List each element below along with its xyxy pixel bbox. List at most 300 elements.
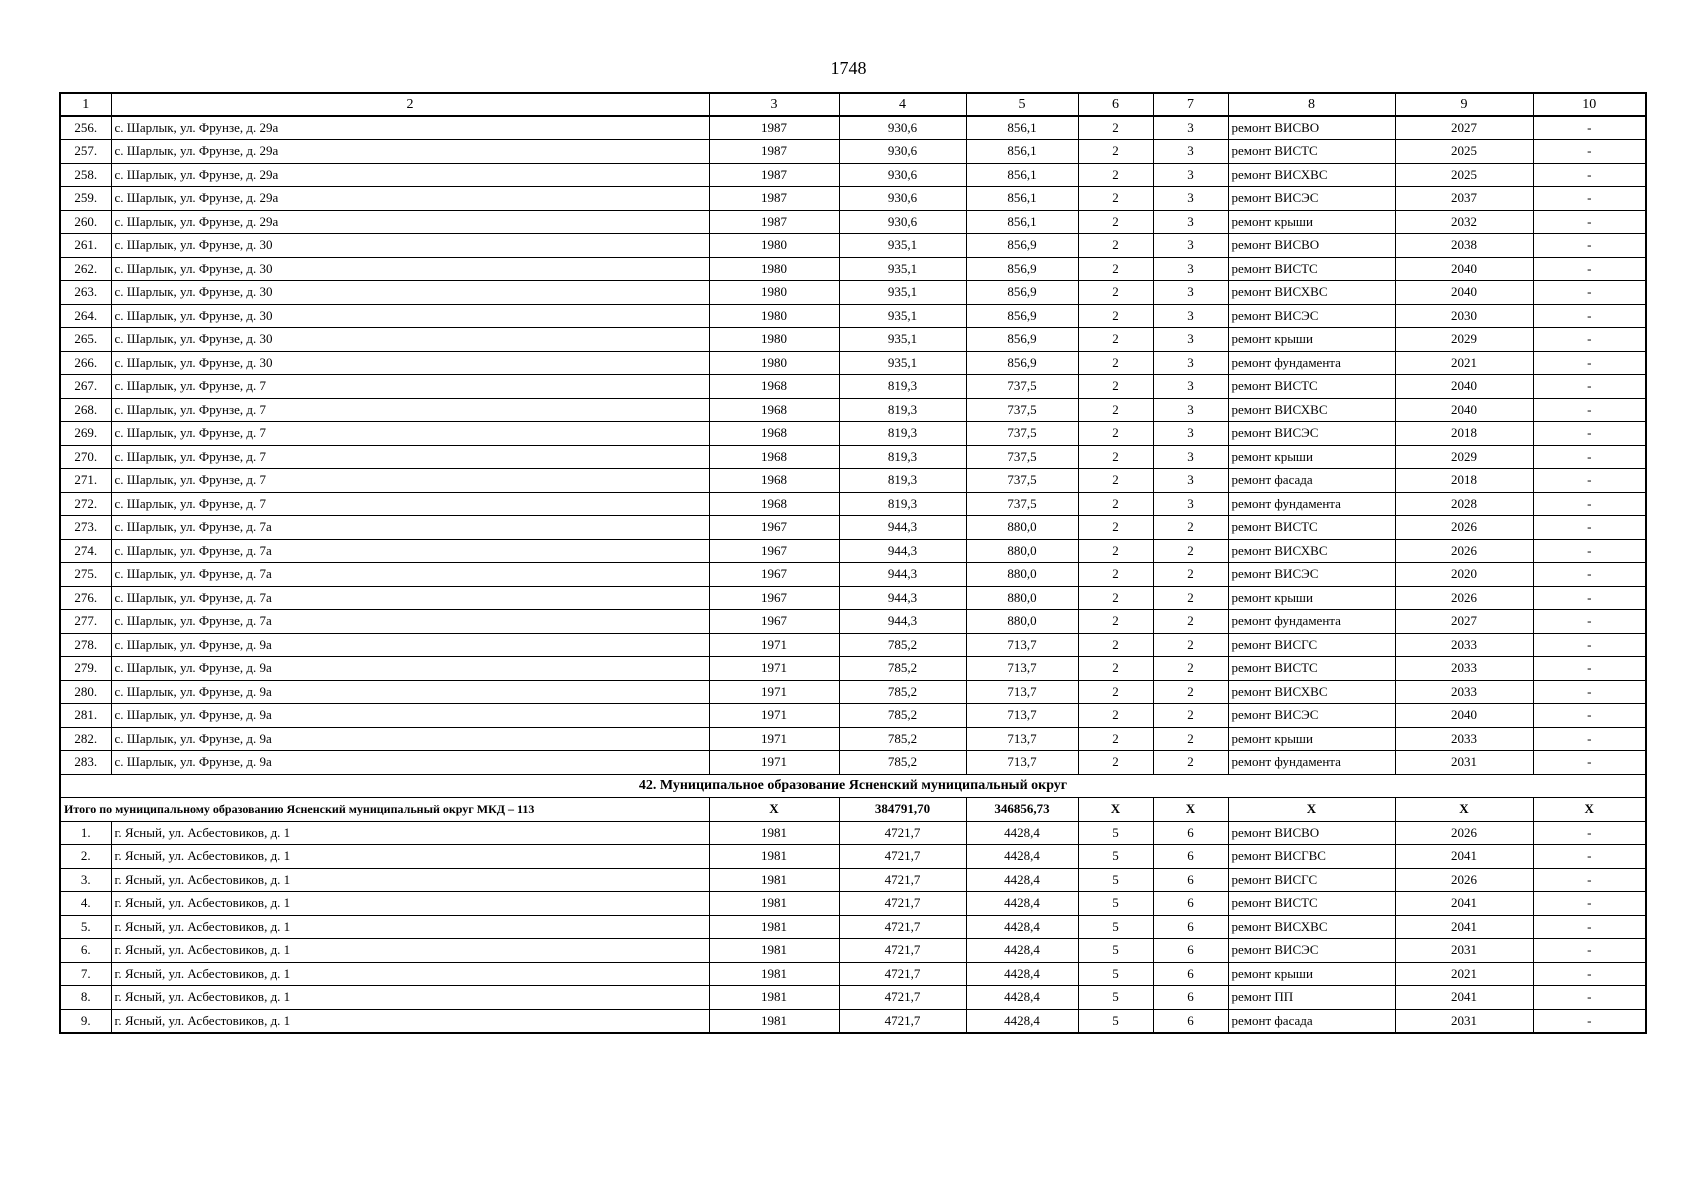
plan-year-cell: 2027 [1395, 116, 1533, 140]
floors-cell: 2 [1078, 657, 1153, 681]
table-row [60, 116, 1646, 140]
entrances-cell: 3 [1153, 328, 1228, 352]
page-number: 1748 [830, 58, 867, 78]
table-row [60, 563, 1646, 587]
build-year-cell: 1987 [709, 210, 839, 234]
plan-year-cell: 2021 [1395, 962, 1533, 986]
living-area-cell: 856,1 [966, 163, 1078, 187]
row-number-cell: 278. [60, 633, 111, 657]
row-number-cell: 263. [60, 281, 111, 305]
row-number-cell: 257. [60, 140, 111, 164]
address-cell: с. Шарлык, ул. Фрунзе, д. 9а [111, 751, 709, 775]
plan-year-cell: 2033 [1395, 633, 1533, 657]
plan-year-cell: 2020 [1395, 563, 1533, 587]
floors-cell: 5 [1078, 986, 1153, 1010]
floors-cell: 2 [1078, 187, 1153, 211]
plan-year-cell: 2031 [1395, 751, 1533, 775]
work-type-cell: ремонт ВИСТС [1228, 516, 1395, 540]
plan-year-cell: 2041 [1395, 845, 1533, 869]
note-cell: - [1533, 751, 1646, 775]
row-number-cell: 260. [60, 210, 111, 234]
floors-cell: 2 [1078, 234, 1153, 258]
row-number-cell: 8. [60, 986, 111, 1010]
table-row [60, 422, 1646, 446]
plan-year-cell: 2040 [1395, 375, 1533, 399]
plan-year-cell: 2040 [1395, 704, 1533, 728]
total-area-cell: 819,3 [839, 375, 966, 399]
address-cell: с. Шарлык, ул. Фрунзе, д. 30 [111, 351, 709, 375]
row-number-cell: 261. [60, 234, 111, 258]
work-type-cell: ремонт ВИСТС [1228, 375, 1395, 399]
entrances-cell: 6 [1153, 939, 1228, 963]
note-cell: - [1533, 586, 1646, 610]
entrances-cell: 6 [1153, 1009, 1228, 1033]
living-area-cell: 856,9 [966, 328, 1078, 352]
plan-year-cell: 2026 [1395, 868, 1533, 892]
plan-year-cell: 2033 [1395, 727, 1533, 751]
build-year-cell: 1980 [709, 328, 839, 352]
note-cell: - [1533, 868, 1646, 892]
build-year-cell: 1971 [709, 657, 839, 681]
entrances-cell: 3 [1153, 351, 1228, 375]
living-area-cell: 856,9 [966, 257, 1078, 281]
address-cell: г. Ясный, ул. Асбестовиков, д. 1 [111, 962, 709, 986]
address-cell: г. Ясный, ул. Асбестовиков, д. 1 [111, 915, 709, 939]
build-year-cell: 1981 [709, 892, 839, 916]
total-area-cell: 930,6 [839, 187, 966, 211]
build-year-cell: 1981 [709, 962, 839, 986]
note-cell: - [1533, 516, 1646, 540]
floors-cell: 2 [1078, 163, 1153, 187]
work-type-cell: ремонт ПП [1228, 986, 1395, 1010]
note-cell: - [1533, 375, 1646, 399]
entrances-cell: 3 [1153, 234, 1228, 258]
total-area-cell: 4721,7 [839, 915, 966, 939]
build-year-cell: 1980 [709, 234, 839, 258]
living-area-cell: 737,5 [966, 492, 1078, 516]
floors-cell: 5 [1078, 915, 1153, 939]
row-number-cell: 3. [60, 868, 111, 892]
living-area-cell: 737,5 [966, 375, 1078, 399]
total-area-cell: 4721,7 [839, 986, 966, 1010]
floors-cell: 2 [1078, 680, 1153, 704]
total-area-cell: 935,1 [839, 234, 966, 258]
row-number-cell: 274. [60, 539, 111, 563]
living-area-cell: 713,7 [966, 657, 1078, 681]
living-area-cell: 4428,4 [966, 821, 1078, 845]
table-row [60, 445, 1646, 469]
work-type-cell: ремонт фасада [1228, 469, 1395, 493]
note-cell: - [1533, 328, 1646, 352]
plan-year-cell: 2026 [1395, 821, 1533, 845]
row-number-cell: 275. [60, 563, 111, 587]
row-number-cell: 267. [60, 375, 111, 399]
address-cell: с. Шарлык, ул. Фрунзе, д. 7 [111, 469, 709, 493]
floors-cell: 2 [1078, 492, 1153, 516]
row-number-cell: 5. [60, 915, 111, 939]
table-row [60, 751, 1646, 775]
address-cell: с. Шарлык, ул. Фрунзе, д. 9а [111, 633, 709, 657]
note-cell: - [1533, 915, 1646, 939]
note-cell: - [1533, 939, 1646, 963]
row-number-cell: 4. [60, 892, 111, 916]
plan-year-cell: 2021 [1395, 351, 1533, 375]
build-year-cell: 1981 [709, 868, 839, 892]
table-row [60, 351, 1646, 375]
work-type-cell: ремонт фундамента [1228, 751, 1395, 775]
work-type-cell: ремонт крыши [1228, 445, 1395, 469]
total-area-cell: 935,1 [839, 281, 966, 305]
row-number-cell: 281. [60, 704, 111, 728]
floors-cell: 5 [1078, 868, 1153, 892]
work-type-cell: ремонт ВИСЭС [1228, 304, 1395, 328]
address-cell: г. Ясный, ул. Асбестовиков, д. 1 [111, 986, 709, 1010]
entrances-cell: 2 [1153, 704, 1228, 728]
repair-schedule-table [59, 92, 1647, 1034]
table-row [60, 915, 1646, 939]
row-number-cell: 266. [60, 351, 111, 375]
floors-cell: 2 [1078, 257, 1153, 281]
floors-cell: 2 [1078, 751, 1153, 775]
total-area-cell: 944,3 [839, 586, 966, 610]
address-cell: с. Шарлык, ул. Фрунзе, д. 29а [111, 210, 709, 234]
note-cell: - [1533, 398, 1646, 422]
total-area-cell: 930,6 [839, 210, 966, 234]
plan-year-cell: 2040 [1395, 281, 1533, 305]
total-value: Х [1395, 798, 1533, 822]
total-area-cell: 4721,7 [839, 962, 966, 986]
address-cell: г. Ясный, ул. Асбестовиков, д. 1 [111, 821, 709, 845]
living-area-cell: 856,1 [966, 116, 1078, 140]
build-year-cell: 1981 [709, 1009, 839, 1033]
row-number-cell: 268. [60, 398, 111, 422]
row-number-cell: 259. [60, 187, 111, 211]
row-number-cell: 264. [60, 304, 111, 328]
total-area-cell: 4721,7 [839, 845, 966, 869]
floors-cell: 2 [1078, 304, 1153, 328]
note-cell: - [1533, 845, 1646, 869]
entrances-cell: 6 [1153, 868, 1228, 892]
total-area-cell: 930,6 [839, 116, 966, 140]
plan-year-cell: 2041 [1395, 986, 1533, 1010]
living-area-cell: 737,5 [966, 398, 1078, 422]
note-cell: - [1533, 821, 1646, 845]
table-row [60, 375, 1646, 399]
living-area-cell: 4428,4 [966, 939, 1078, 963]
entrances-cell: 3 [1153, 398, 1228, 422]
build-year-cell: 1980 [709, 351, 839, 375]
total-value: Х [709, 798, 839, 822]
note-cell: - [1533, 234, 1646, 258]
total-area-cell: 4721,7 [839, 939, 966, 963]
build-year-cell: 1971 [709, 680, 839, 704]
living-area-cell: 4428,4 [966, 868, 1078, 892]
plan-year-cell: 2040 [1395, 257, 1533, 281]
table-row [60, 281, 1646, 305]
note-cell: - [1533, 187, 1646, 211]
floors-cell: 2 [1078, 633, 1153, 657]
living-area-cell: 856,9 [966, 304, 1078, 328]
work-type-cell: ремонт фундамента [1228, 492, 1395, 516]
row-number-cell: 269. [60, 422, 111, 446]
floors-cell: 5 [1078, 892, 1153, 916]
row-number-cell: 271. [60, 469, 111, 493]
total-area-cell: 785,2 [839, 704, 966, 728]
note-cell: - [1533, 539, 1646, 563]
table-row [60, 516, 1646, 540]
living-area-cell: 737,5 [966, 445, 1078, 469]
total-area-cell: 785,2 [839, 680, 966, 704]
build-year-cell: 1968 [709, 422, 839, 446]
living-area-cell: 713,7 [966, 704, 1078, 728]
table-row [60, 469, 1646, 493]
living-area-cell: 4428,4 [966, 962, 1078, 986]
entrances-cell: 2 [1153, 727, 1228, 751]
table-row [60, 821, 1646, 845]
build-year-cell: 1981 [709, 986, 839, 1010]
build-year-cell: 1987 [709, 163, 839, 187]
table-row [60, 187, 1646, 211]
address-cell: с. Шарлык, ул. Фрунзе, д. 7а [111, 586, 709, 610]
total-area-cell: 4721,7 [839, 868, 966, 892]
work-type-cell: ремонт ВИСГС [1228, 868, 1395, 892]
living-area-cell: 4428,4 [966, 986, 1078, 1010]
total-area-cell: 819,3 [839, 398, 966, 422]
entrances-cell: 2 [1153, 516, 1228, 540]
note-cell: - [1533, 704, 1646, 728]
table-row [60, 727, 1646, 751]
total-area-cell: 944,3 [839, 610, 966, 634]
note-cell: - [1533, 210, 1646, 234]
address-cell: с. Шарлык, ул. Фрунзе, д. 7 [111, 492, 709, 516]
work-type-cell: ремонт ВИСВО [1228, 116, 1395, 140]
floors-cell: 5 [1078, 962, 1153, 986]
address-cell: с. Шарлык, ул. Фрунзе, д. 9а [111, 657, 709, 681]
table-row [60, 1009, 1646, 1033]
table-row [60, 986, 1646, 1010]
work-type-cell: ремонт ВИСХВС [1228, 680, 1395, 704]
note-cell: - [1533, 563, 1646, 587]
row-number-cell: 256. [60, 116, 111, 140]
work-type-cell: ремонт крыши [1228, 328, 1395, 352]
build-year-cell: 1987 [709, 140, 839, 164]
table-row [60, 633, 1646, 657]
work-type-cell: ремонт ВИСЭС [1228, 187, 1395, 211]
table-row [60, 939, 1646, 963]
build-year-cell: 1967 [709, 610, 839, 634]
floors-cell: 2 [1078, 210, 1153, 234]
total-row [60, 798, 1646, 822]
table-row [60, 657, 1646, 681]
entrances-cell: 3 [1153, 422, 1228, 446]
living-area-cell: 856,9 [966, 281, 1078, 305]
build-year-cell: 1980 [709, 257, 839, 281]
work-type-cell: ремонт ВИСВО [1228, 234, 1395, 258]
total-area-cell: 785,2 [839, 633, 966, 657]
address-cell: г. Ясный, ул. Асбестовиков, д. 1 [111, 868, 709, 892]
living-area-cell: 737,5 [966, 469, 1078, 493]
row-number-cell: 283. [60, 751, 111, 775]
work-type-cell: ремонт фундамента [1228, 610, 1395, 634]
table-row [60, 868, 1646, 892]
row-number-cell: 265. [60, 328, 111, 352]
entrances-cell: 3 [1153, 140, 1228, 164]
work-type-cell: ремонт ВИСХВС [1228, 539, 1395, 563]
plan-year-cell: 2031 [1395, 939, 1533, 963]
note-cell: - [1533, 657, 1646, 681]
total-area-cell: 930,6 [839, 140, 966, 164]
total-area-cell: 4721,7 [839, 821, 966, 845]
address-cell: г. Ясный, ул. Асбестовиков, д. 1 [111, 1009, 709, 1033]
build-year-cell: 1968 [709, 375, 839, 399]
table-row [60, 234, 1646, 258]
work-type-cell: ремонт ВИСЭС [1228, 422, 1395, 446]
address-cell: с. Шарлык, ул. Фрунзе, д. 7а [111, 516, 709, 540]
address-cell: с. Шарлык, ул. Фрунзе, д. 7а [111, 563, 709, 587]
plan-year-cell: 2030 [1395, 304, 1533, 328]
address-cell: с. Шарлык, ул. Фрунзе, д. 29а [111, 163, 709, 187]
entrances-cell: 2 [1153, 563, 1228, 587]
address-cell: с. Шарлык, ул. Фрунзе, д. 30 [111, 257, 709, 281]
note-cell: - [1533, 680, 1646, 704]
floors-cell: 2 [1078, 610, 1153, 634]
build-year-cell: 1968 [709, 445, 839, 469]
total-value: 384791,70 [839, 798, 966, 822]
floors-cell: 2 [1078, 328, 1153, 352]
row-number-cell: 273. [60, 516, 111, 540]
address-cell: с. Шарлык, ул. Фрунзе, д. 30 [111, 234, 709, 258]
build-year-cell: 1968 [709, 398, 839, 422]
table-row [60, 140, 1646, 164]
work-type-cell: ремонт ВИСГС [1228, 633, 1395, 657]
column-header: 2 [111, 93, 709, 116]
work-type-cell: ремонт ВИСХВС [1228, 281, 1395, 305]
row-number-cell: 9. [60, 1009, 111, 1033]
floors-cell: 2 [1078, 727, 1153, 751]
row-number-cell: 272. [60, 492, 111, 516]
total-label: Итого по муниципальному образованию Ясненский муниципальный округ МКД – 113 [60, 798, 709, 822]
living-area-cell: 713,7 [966, 680, 1078, 704]
plan-year-cell: 2029 [1395, 445, 1533, 469]
plan-year-cell: 2041 [1395, 915, 1533, 939]
note-cell: - [1533, 422, 1646, 446]
work-type-cell: ремонт крыши [1228, 962, 1395, 986]
work-type-cell: ремонт крыши [1228, 727, 1395, 751]
note-cell: - [1533, 445, 1646, 469]
build-year-cell: 1987 [709, 187, 839, 211]
work-type-cell: ремонт ВИСТС [1228, 257, 1395, 281]
column-header: 10 [1533, 93, 1646, 116]
floors-cell: 2 [1078, 281, 1153, 305]
work-type-cell: ремонт ВИСТС [1228, 892, 1395, 916]
floors-cell: 2 [1078, 116, 1153, 140]
work-type-cell: ремонт фундамента [1228, 351, 1395, 375]
living-area-cell: 4428,4 [966, 915, 1078, 939]
column-header: 5 [966, 93, 1078, 116]
section-title-row [60, 774, 1646, 798]
row-number-cell: 276. [60, 586, 111, 610]
plan-year-cell: 2018 [1395, 469, 1533, 493]
floors-cell: 2 [1078, 445, 1153, 469]
address-cell: с. Шарлык, ул. Фрунзе, д. 7а [111, 539, 709, 563]
table-row [60, 962, 1646, 986]
row-number-cell: 2. [60, 845, 111, 869]
address-cell: с. Шарлык, ул. Фрунзе, д. 7 [111, 422, 709, 446]
work-type-cell: ремонт ВИСВО [1228, 821, 1395, 845]
address-cell: г. Ясный, ул. Асбестовиков, д. 1 [111, 892, 709, 916]
note-cell: - [1533, 610, 1646, 634]
row-number-cell: 277. [60, 610, 111, 634]
column-header: 8 [1228, 93, 1395, 116]
entrances-cell: 2 [1153, 751, 1228, 775]
entrances-cell: 3 [1153, 492, 1228, 516]
floors-cell: 2 [1078, 516, 1153, 540]
work-type-cell: ремонт ВИСЭС [1228, 704, 1395, 728]
entrances-cell: 6 [1153, 962, 1228, 986]
floors-cell: 2 [1078, 563, 1153, 587]
build-year-cell: 1981 [709, 915, 839, 939]
address-cell: с. Шарлык, ул. Фрунзе, д. 29а [111, 116, 709, 140]
note-cell: - [1533, 116, 1646, 140]
column-header: 9 [1395, 93, 1533, 116]
address-cell: с. Шарлык, ул. Фрунзе, д. 9а [111, 704, 709, 728]
living-area-cell: 856,1 [966, 210, 1078, 234]
address-cell: г. Ясный, ул. Асбестовиков, д. 1 [111, 939, 709, 963]
table-row [60, 257, 1646, 281]
address-cell: с. Шарлык, ул. Фрунзе, д. 29а [111, 140, 709, 164]
address-cell: с. Шарлык, ул. Фрунзе, д. 30 [111, 328, 709, 352]
living-area-cell: 880,0 [966, 539, 1078, 563]
entrances-cell: 3 [1153, 281, 1228, 305]
address-cell: с. Шарлык, ул. Фрунзе, д. 30 [111, 304, 709, 328]
work-type-cell: ремонт ВИСГВС [1228, 845, 1395, 869]
row-number-cell: 262. [60, 257, 111, 281]
plan-year-cell: 2018 [1395, 422, 1533, 446]
table-row [60, 492, 1646, 516]
plan-year-cell: 2027 [1395, 610, 1533, 634]
living-area-cell: 4428,4 [966, 892, 1078, 916]
living-area-cell: 856,9 [966, 234, 1078, 258]
living-area-cell: 856,9 [966, 351, 1078, 375]
living-area-cell: 4428,4 [966, 1009, 1078, 1033]
living-area-cell: 880,0 [966, 610, 1078, 634]
address-cell: с. Шарлык, ул. Фрунзе, д. 7 [111, 445, 709, 469]
build-year-cell: 1971 [709, 704, 839, 728]
address-cell: с. Шарлык, ул. Фрунзе, д. 7 [111, 398, 709, 422]
note-cell: - [1533, 492, 1646, 516]
build-year-cell: 1987 [709, 116, 839, 140]
floors-cell: 2 [1078, 398, 1153, 422]
plan-year-cell: 2026 [1395, 539, 1533, 563]
entrances-cell: 2 [1153, 539, 1228, 563]
build-year-cell: 1967 [709, 563, 839, 587]
entrances-cell: 2 [1153, 586, 1228, 610]
row-number-cell: 270. [60, 445, 111, 469]
plan-year-cell: 2040 [1395, 398, 1533, 422]
note-cell: - [1533, 1009, 1646, 1033]
living-area-cell: 856,1 [966, 140, 1078, 164]
total-area-cell: 944,3 [839, 516, 966, 540]
build-year-cell: 1968 [709, 492, 839, 516]
row-number-cell: 282. [60, 727, 111, 751]
table-body [60, 93, 1646, 1033]
table-row [60, 328, 1646, 352]
floors-cell: 2 [1078, 375, 1153, 399]
table-row [60, 210, 1646, 234]
floors-cell: 2 [1078, 586, 1153, 610]
total-area-cell: 935,1 [839, 257, 966, 281]
address-cell: с. Шарлык, ул. Фрунзе, д. 9а [111, 680, 709, 704]
